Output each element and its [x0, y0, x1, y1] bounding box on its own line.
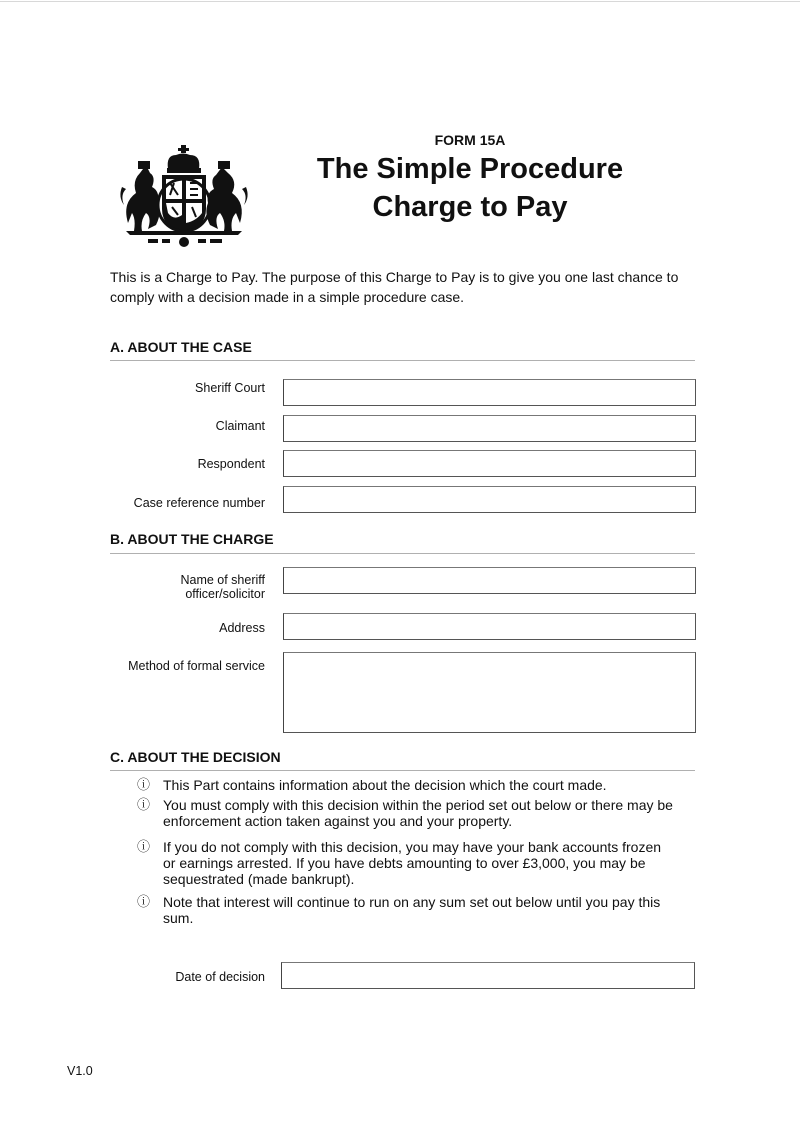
intro-text: This is a Charge to Pay. The purpose of this Charge to Pay is to give you one last chance to comply with a decision made in a simple procedure case. [110, 269, 679, 305]
info-icon: ⓘ [137, 797, 151, 812]
date-of-decision-field[interactable] [281, 962, 695, 989]
section-b-divider [110, 553, 695, 554]
claimant-label: Claimant [215, 419, 265, 433]
method-of-service-field[interactable] [283, 652, 696, 733]
sheriff-officer-label-line-1: Name of sheriff [180, 573, 265, 587]
method-of-service-label: Method of formal service [128, 659, 265, 673]
case-reference-label: Case reference number [133, 496, 265, 510]
section-c-heading: C. ABOUT THE DECISION [110, 749, 281, 765]
page-title [270, 150, 670, 226]
info-icon: ⓘ [137, 839, 151, 854]
address-field[interactable] [283, 613, 696, 640]
claimant-field[interactable] [283, 415, 696, 442]
info-note [137, 797, 677, 829]
section-c-divider [110, 770, 695, 771]
info-note-text: This Part contains information about the decision which the court made. [163, 777, 607, 793]
info-icon: ⓘ [137, 777, 151, 792]
title-line-1: The Simple Procedure [316, 153, 624, 185]
section-a-heading: A. ABOUT THE CASE [110, 339, 252, 355]
sheriff-officer-label [180, 573, 265, 601]
case-reference-field[interactable] [283, 486, 696, 513]
sheriff-court-field[interactable] [283, 379, 696, 406]
address-label: Address [219, 621, 265, 635]
title-line-2: Charge to Pay [372, 191, 568, 223]
info-note [137, 777, 677, 793]
page-top-border [0, 1, 800, 2]
sheriff-officer-field[interactable] [283, 567, 696, 594]
section-a-divider [110, 360, 695, 361]
info-note-text: Note that interest will continue to run on any sum set out below until you pay this sum. [163, 894, 661, 926]
info-note [137, 839, 677, 887]
info-note [137, 894, 677, 926]
info-note-text: If you do not comply with this decision, you may have your bank accounts frozen or earnings arrested. If you have debts amounting to over £3,000, you may be sequestrated (made bankrupt). [163, 839, 662, 887]
info-note-text: You must comply with this decision within the period set out below or there may be enforcement action taken against you and your property. [163, 797, 673, 829]
info-icon: ⓘ [137, 894, 151, 909]
form-number: FORM 15A [434, 132, 506, 148]
respondent-field[interactable] [283, 450, 696, 477]
version-label: V1.0 [67, 1064, 93, 1078]
date-of-decision-label: Date of decision [175, 970, 265, 984]
sheriff-officer-label-line-2: officer/solicitor [185, 587, 265, 601]
sheriff-court-label: Sheriff Court [195, 381, 265, 395]
respondent-label: Respondent [197, 457, 265, 471]
royal-coat-of-arms-icon [118, 143, 250, 248]
section-b-heading: B. ABOUT THE CHARGE [110, 531, 274, 547]
